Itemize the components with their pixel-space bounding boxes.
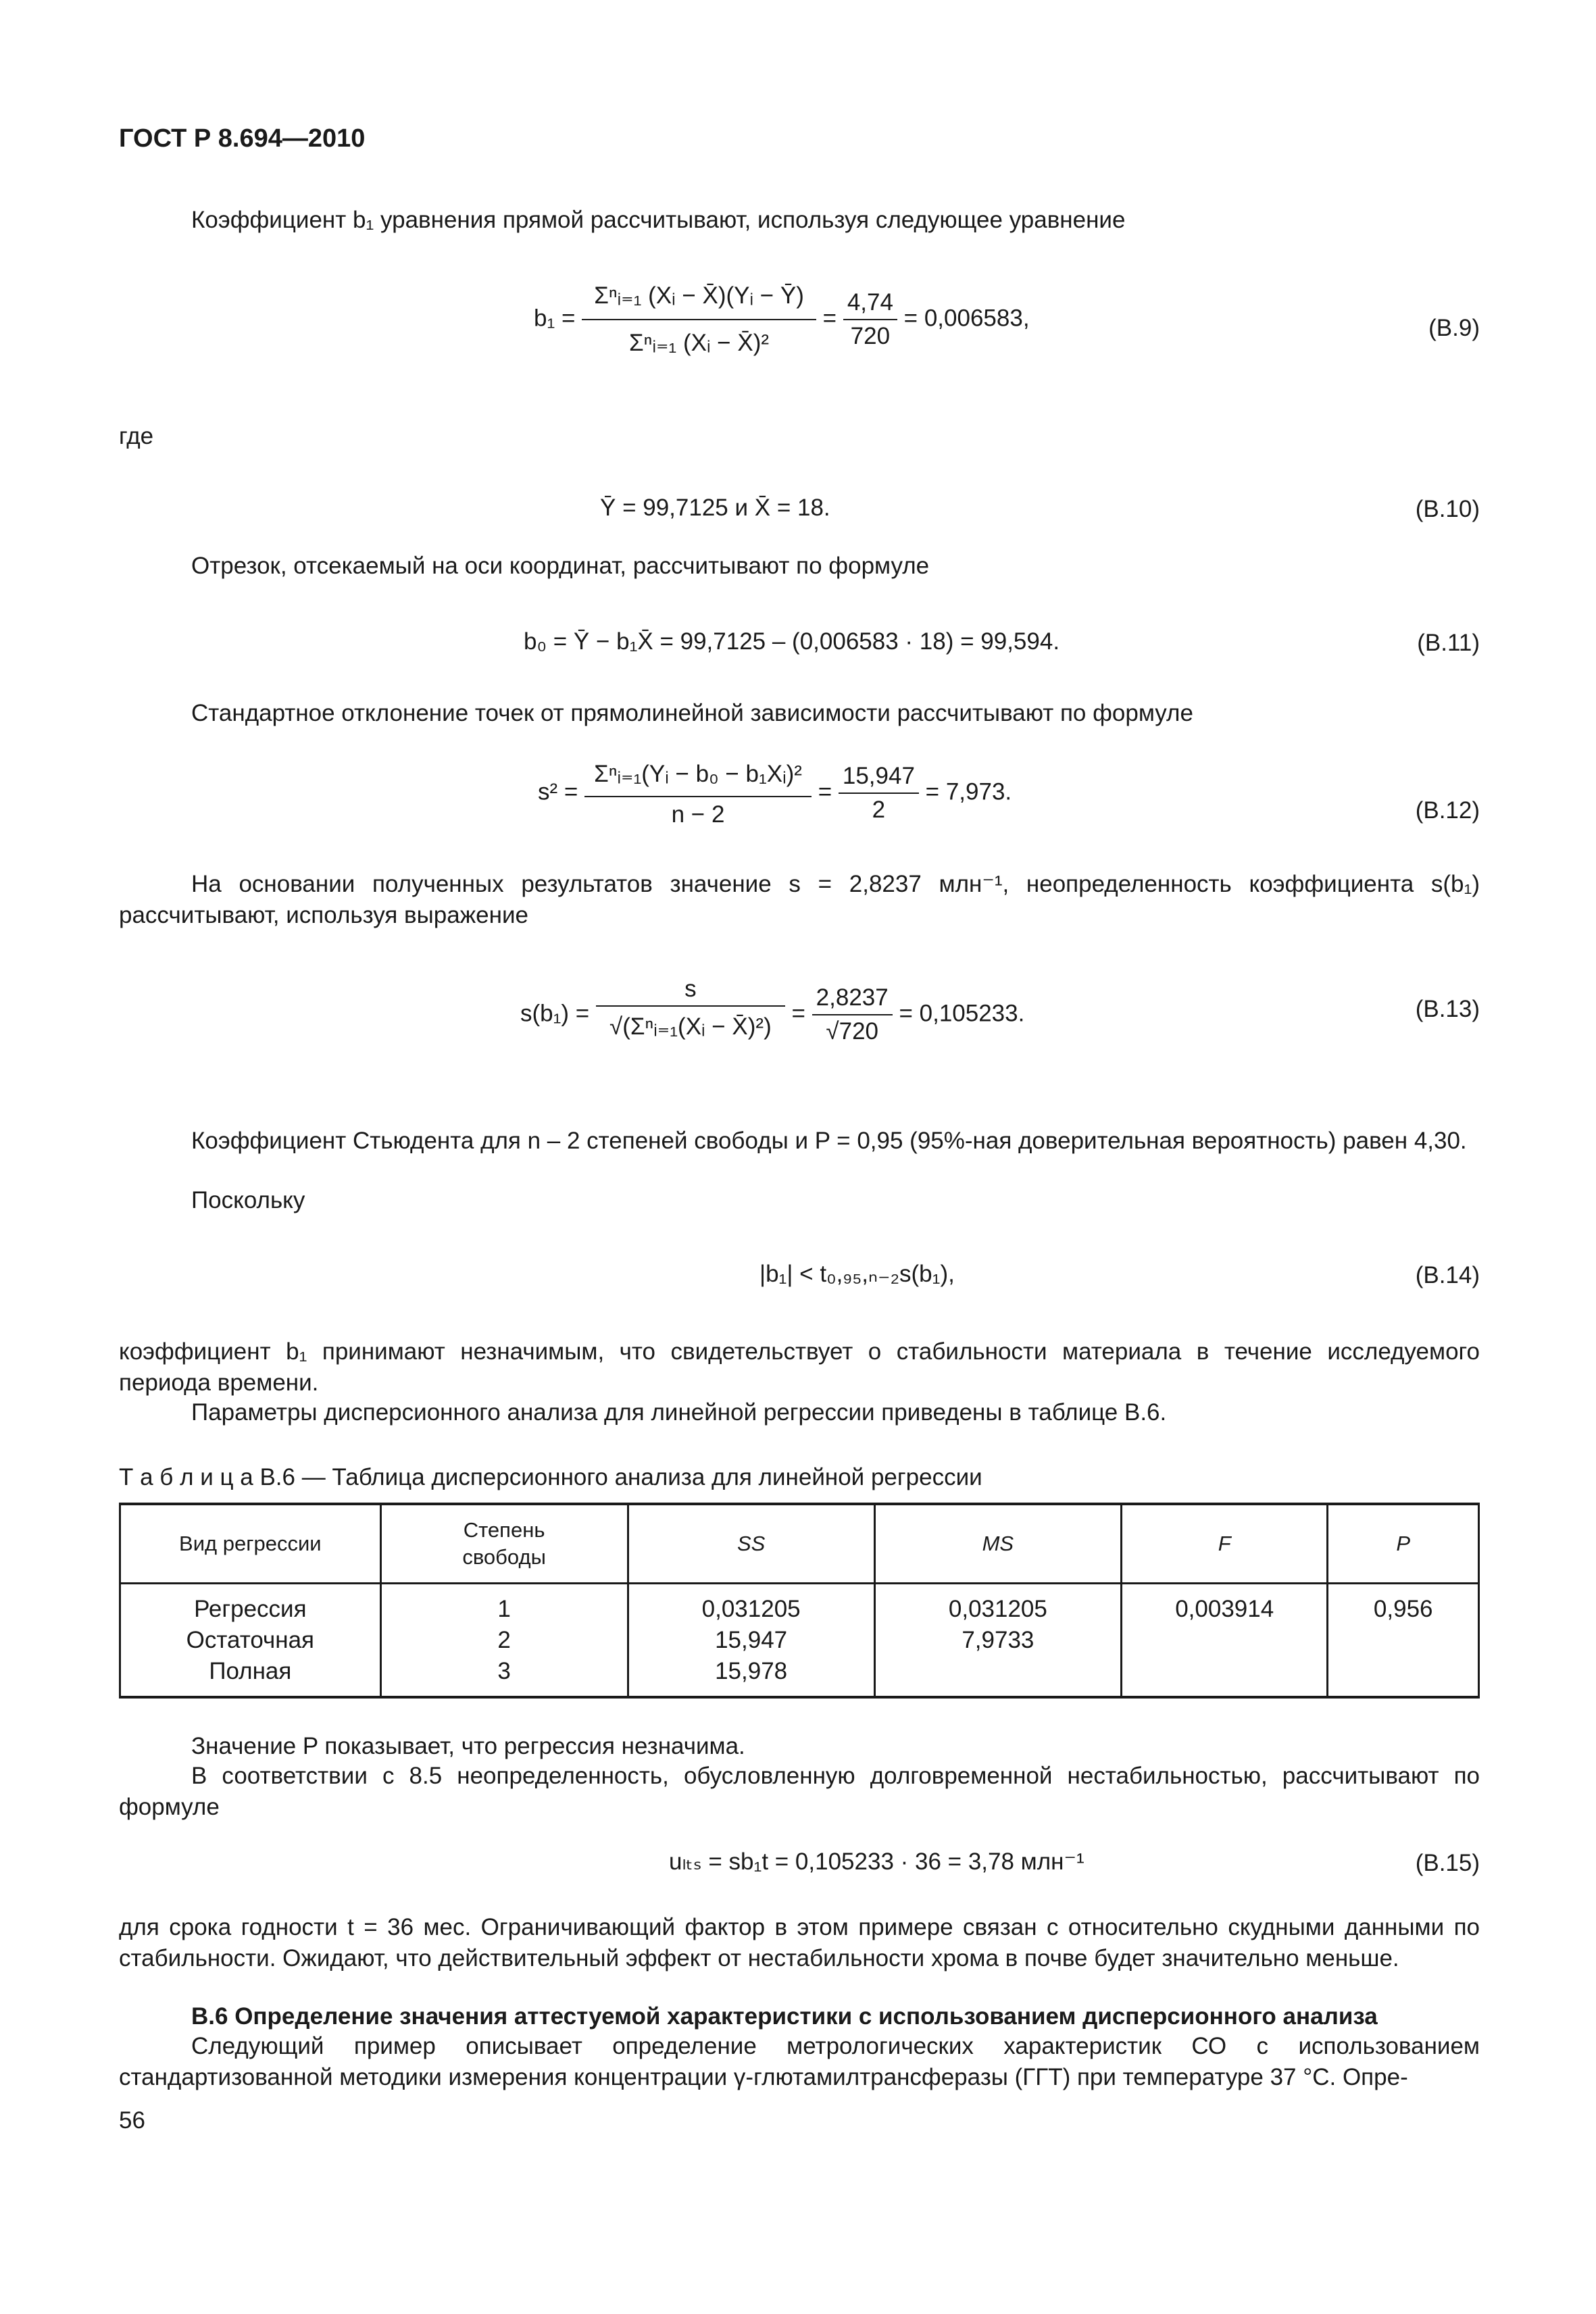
eq13-main-fraction: [596, 973, 785, 1057]
equation-b9: b₁ = $\frac{\text{Σⁿᵢ₌₁ (Xᵢ − X̄)(Yᵢ − Ȳ)}}{\text{Σⁿᵢ₌₁ (Xᵢ − X̄)²}}$ = $\frac{4,74}{720}$ = 0,006583,: [534, 270, 1030, 369]
document-header: ГОСТ Р 8.694—2010: [119, 124, 366, 153]
eq12-main-fraction: [584, 754, 812, 832]
eq13-value-denominator: √720: [826, 1018, 878, 1045]
paragraph-1: Коэффициент b₁ уравнения прямой рассчитывают, используя следующее уравнение: [191, 207, 1126, 233]
table-cell: [628, 1584, 874, 1698]
table-header-cell: P: [1328, 1504, 1479, 1584]
paragraph-7: коэффициент b₁ принимают незначимым, что свидетельствует о стабильности материала в течение исследуемого периода времени.: [119, 1338, 1480, 1396]
eq12-denominator: n − 2: [671, 801, 725, 828]
section-heading: B.6 Определение значения аттестуемой характеристики с использованием дисперсионного анализа: [191, 2003, 1378, 2030]
paragraph-12: Следующий пример описывает определение метрологических характеристик СО с использованием стандартизованной методики измерения концентрации γ-глютамилтрансферазы (ГГТ) при температуре 37 °С. Опре-: [119, 2033, 1480, 2090]
equation-label-b13: (B.13): [1415, 996, 1480, 1022]
eq9-denominator: Σⁿᵢ₌₁ (Xᵢ − X̄)²: [629, 330, 770, 356]
table-cell: [1121, 1584, 1327, 1698]
cell-line: 3: [497, 1658, 511, 1684]
eq9-numerator: Σⁿᵢ₌₁ (Xᵢ − X̄)(Yᵢ − Ȳ): [582, 270, 816, 320]
paragraph-3: Стандартное отклонение точек от прямолинейной зависимости рассчитывают по формуле: [191, 700, 1193, 726]
table-header-cell: Вид регрессии: [120, 1504, 381, 1584]
cell-line: 7,9733: [962, 1627, 1034, 1653]
equation-b12: s² = $\frac{\text{Σⁿᵢ₌₁(Yᵢ − b₀ − b₁Xᵢ)²}}{n - 2}$ = $\frac{15,947}{2}$ = 7,973.: [538, 754, 1012, 832]
paragraph-6: Поскольку: [191, 1187, 305, 1213]
paragraph-4: На основании полученных результатов значение s = 2,8237 млн⁻¹, неопределенность коэффициента s(b₁) рассчитывают, используя выражение: [119, 871, 1480, 928]
cell-line: 0,956: [1373, 1596, 1433, 1622]
eq13-result: = 0,105233.: [899, 1000, 1025, 1027]
eq12-lhs: s² =: [538, 778, 578, 805]
table-cell: [1328, 1584, 1479, 1698]
anova-table: [119, 1503, 1480, 1699]
paragraph-8: Параметры дисперсионного анализа для линейной регрессии приведены в таблице B.6.: [191, 1399, 1167, 1426]
eq12-value-numerator: 15,947: [839, 763, 919, 794]
eq13-value-numerator: 2,8237: [812, 984, 893, 1015]
equation-label-b12: (B.12): [1415, 797, 1480, 824]
eq9-result: = 0,006583,: [903, 305, 1030, 332]
paragraph-10: В соответствии с 8.5 неопределенность, обусловленную долговременной нестабильностью, рассчитывают по формуле: [119, 1763, 1480, 1820]
eq9-main-fraction: [582, 270, 816, 369]
cell-line: 15,978: [715, 1658, 788, 1684]
equation-label-b15: (B.15): [1415, 1850, 1480, 1876]
where-label: где: [119, 423, 154, 449]
table-caption: Т а б л и ц а B.6 — Таблица дисперсионного анализа для линейной регрессии: [119, 1464, 982, 1490]
eq9-lhs: b₁ =: [534, 305, 576, 332]
cell-line: Полная: [209, 1658, 292, 1684]
equation-b10: Ȳ = 99,7125 и X̄ = 18.: [600, 495, 830, 521]
paragraph-5: Коэффициент Стьюдента для n – 2 степеней свободы и P = 0,95 (95%-ная доверительная вероятность) равен 4,30.: [191, 1128, 1467, 1154]
cell-line: 2: [497, 1627, 511, 1653]
cell-line: Остаточная: [186, 1627, 315, 1653]
equation-label-b11: (B.11): [1417, 630, 1480, 656]
equation-b15: uₗₜₛ = sb₁t = 0,105233 · 36 = 3,78 млн⁻¹: [669, 1848, 1084, 1875]
cell-line: Регрессия: [194, 1596, 307, 1622]
eq12-value-denominator: 2: [872, 797, 886, 823]
equation-label-b14: (B.14): [1415, 1262, 1480, 1288]
equation-b14: |b₁| < t₀,₉₅,ₙ₋₂s(b₁),: [759, 1261, 955, 1287]
paragraph-9: Значение P показывает, что регрессия незначима.: [191, 1733, 745, 1759]
eq13-value-fraction: [812, 984, 893, 1045]
table-cell: [874, 1584, 1121, 1698]
equation-b13: s(b₁) = $\frac{s}{\text{√(Σⁿᵢ₌₁(Xᵢ − X̄)²)}}$ = $\frac{2,8237}{√720}$ = 0,105233.: [520, 973, 1024, 1057]
cell-line: 15,947: [715, 1627, 788, 1653]
table-header-cell: MS: [874, 1504, 1121, 1584]
page-number: 56: [119, 2107, 145, 2134]
eq9-value-fraction: [843, 289, 897, 350]
table-cell: [120, 1584, 381, 1698]
equation-b11: b₀ = Ȳ − b₁X̄ = 99,7125 – (0,006583 · 18) = 99,594.: [524, 628, 1060, 655]
table-header-cell: F: [1121, 1504, 1327, 1584]
paragraph-2: Отрезок, отсекаемый на оси координат, рассчитывают по формуле: [191, 553, 930, 579]
eq12-value-fraction: [839, 763, 919, 824]
table-cell: [380, 1584, 628, 1698]
eq12-numerator: Σⁿᵢ₌₁(Yᵢ − b₀ − b₁Xᵢ)²: [584, 754, 812, 797]
table-header-cell: SS: [628, 1504, 874, 1584]
eq9-value-numerator: 4,74: [843, 289, 897, 320]
cell-line: 0,003914: [1175, 1596, 1274, 1622]
eq9-value-denominator: 720: [850, 323, 891, 349]
table-header-row: [120, 1504, 1479, 1584]
cell-line: 0,031205: [701, 1596, 801, 1622]
eq13-denominator: √(Σⁿᵢ₌₁(Xᵢ − X̄)²): [609, 1013, 772, 1040]
table-header-cell: Степень свободы: [380, 1504, 628, 1584]
eq13-numerator: s: [596, 973, 785, 1007]
equation-label-b9: (B.9): [1428, 315, 1480, 341]
paragraph-11: для срока годности t = 36 мес. Ограничивающий фактор в этом примере связан с относительно скудными данными по стабильности. Ожидают, что действительный эффект от нестабильности хрома в почве будет значительно меньше.: [119, 1914, 1480, 1971]
table-row: [120, 1584, 1479, 1698]
equation-label-b10: (B.10): [1415, 496, 1480, 522]
cell-line: 0,031205: [948, 1596, 1047, 1622]
eq13-lhs: s(b₁) =: [520, 1000, 590, 1027]
eq12-result: = 7,973.: [925, 778, 1012, 805]
cell-line: 1: [497, 1596, 511, 1622]
